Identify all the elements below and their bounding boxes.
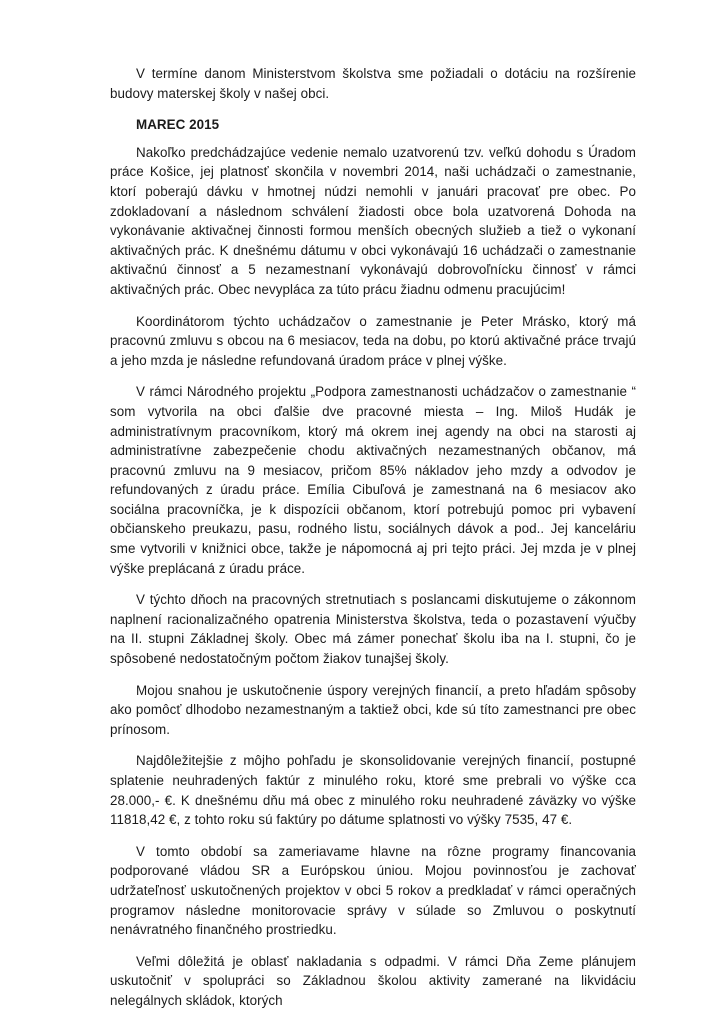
paragraph-dohoda-urad-prace: Nakoľko predchádzajúce vedenie nemalo uzatvorenú tzv. veľkú dohodu s Úradom práce Košice, jej platnosť skončila v novembri 2014, naši uchádzači o zamestnanie, ktorí poberajú dávku v hmotnej núdzi nemohli v januári pracovať pre obec. Po zdokladovaní a následnom schválení žiadosti obce bola uzatvorená Dohoda na vykonávanie aktivačnej činnosti formou menších obecných služieb a tiež o vykonaní aktivačných prác. K dnešnému dátumu v obci vykonávajú 16 uchádzači o zamestnanie aktivačnú činnosť a 5 nezamestnaní vykonávajú dobrovoľnícku činnosť v rámci aktivačných prác. Obec nevypláca za túto prácu žiadnu odmenu pracujúcim! [110, 144, 636, 297]
paragraph-programy-financovania: V tomto období sa zameriavame hlavne na rôzne programy financovania podporované vládou SR a Európskou úniou. Mojou povinnosťou je zachovať udržateľnosť uskutočnených projektov v obci 5 rokov a predkladať v rámci operačných programov následne monitorovacie správy v súlade so Zmluvou o poskytnutí nenávratného finančného prostriedku. [110, 843, 636, 938]
paragraph-zakladna-skola: V týchto dňoch na pracovných stretnutiach s poslancami diskutujeme o zákonnom naplnení racionalizačného opatrenia Ministerstva školstva, teda o pozastavení výučby na II. stupni Základnej školy. Obec má zámer ponechať školu iba na I. stupni, čo je spôsobené nedostatočným počtom žiakov tunajšej školy. [110, 592, 636, 667]
paragraph-uspory: Mojou snahou je uskutočnenie úspory verejných financií, a preto hľadám spôsoby ako pomôcť dlhodobo nezamestnaným a taktiež obci, kde sú títo zamestnanci pre obec prínosom. [110, 682, 636, 737]
paragraph-koordinator: Koordinátorom týchto uchádzačov o zamestnanie je Peter Mrásko, ktorý má pracovnú zmluvu s obcou na 6 mesiacov, teda na dobu, po ktorú aktivačné práce trvajú a jeho mzda je následne refundovaná úradom práce v plnej výške. [110, 313, 636, 368]
paragraph-dotacia: V termíne danom Ministerstvom školstva sme požiadali o dotáciu na rozšírenie budovy materskej školy v našej obci. [110, 66, 636, 101]
paragraph-financie: Najdôležitejšie z môjho pohľadu je skonsolidovanie verejných financií, postupné splatenie neuhradených faktúr z minulého roku, ktoré sme prebrali vo výške cca 28.000,- €. K dnešnému dňu má obec z minulého roku neuhradené záväzky vo výške 11818,42 €, z tohto roku sú faktúry po dátume splatnosti vo výšky 7535, 47 €. [110, 753, 636, 828]
paragraph-odpady: Veľmi dôležitá je oblasť nakladania s odpadmi. V rámci Dňa Zeme plánujem uskutočniť v spolupráci so Základnou školou aktivity zamerané na likvidáciu nelegálnych skládok, ktorých [110, 953, 636, 1008]
paragraph-narodny-projekt: V rámci Národného projektu „Podpora zamestnanosti uchádzačov o zamestnanie “ som vytvorila na obci ďalšie dve pracovné miesta – Ing. Miloš Hudák je administratívnym pracovníkom, ktorý má okrem inej agendy na obci na starosti aj administratívne zabezpečenie chodu aktivačných nezamestnaných občanov, má pracovnú zmluvu na 9 mesiacov, pričom 85% nákladov jeho mzdy a odvodov je refundovaných z úradu práce. Emília Cibuľová je zamestnaná na 6 mesiacov ako sociálna pracovníčka, je k dispozícii občanom, ktorí potrebujú pomoc pri vybavení občianskeho preukazu, pasu, rodného listu, sociálnych dávok a pod.. Jej kanceláriu sme vytvorili v knižnici obce, takže je nápomocná aj pri tejto práci. Jej mzda je v plnej výške preplácaná z úradu práce. [110, 384, 636, 576]
section-heading-marec-2015: MAREC 2015 [136, 117, 220, 133]
